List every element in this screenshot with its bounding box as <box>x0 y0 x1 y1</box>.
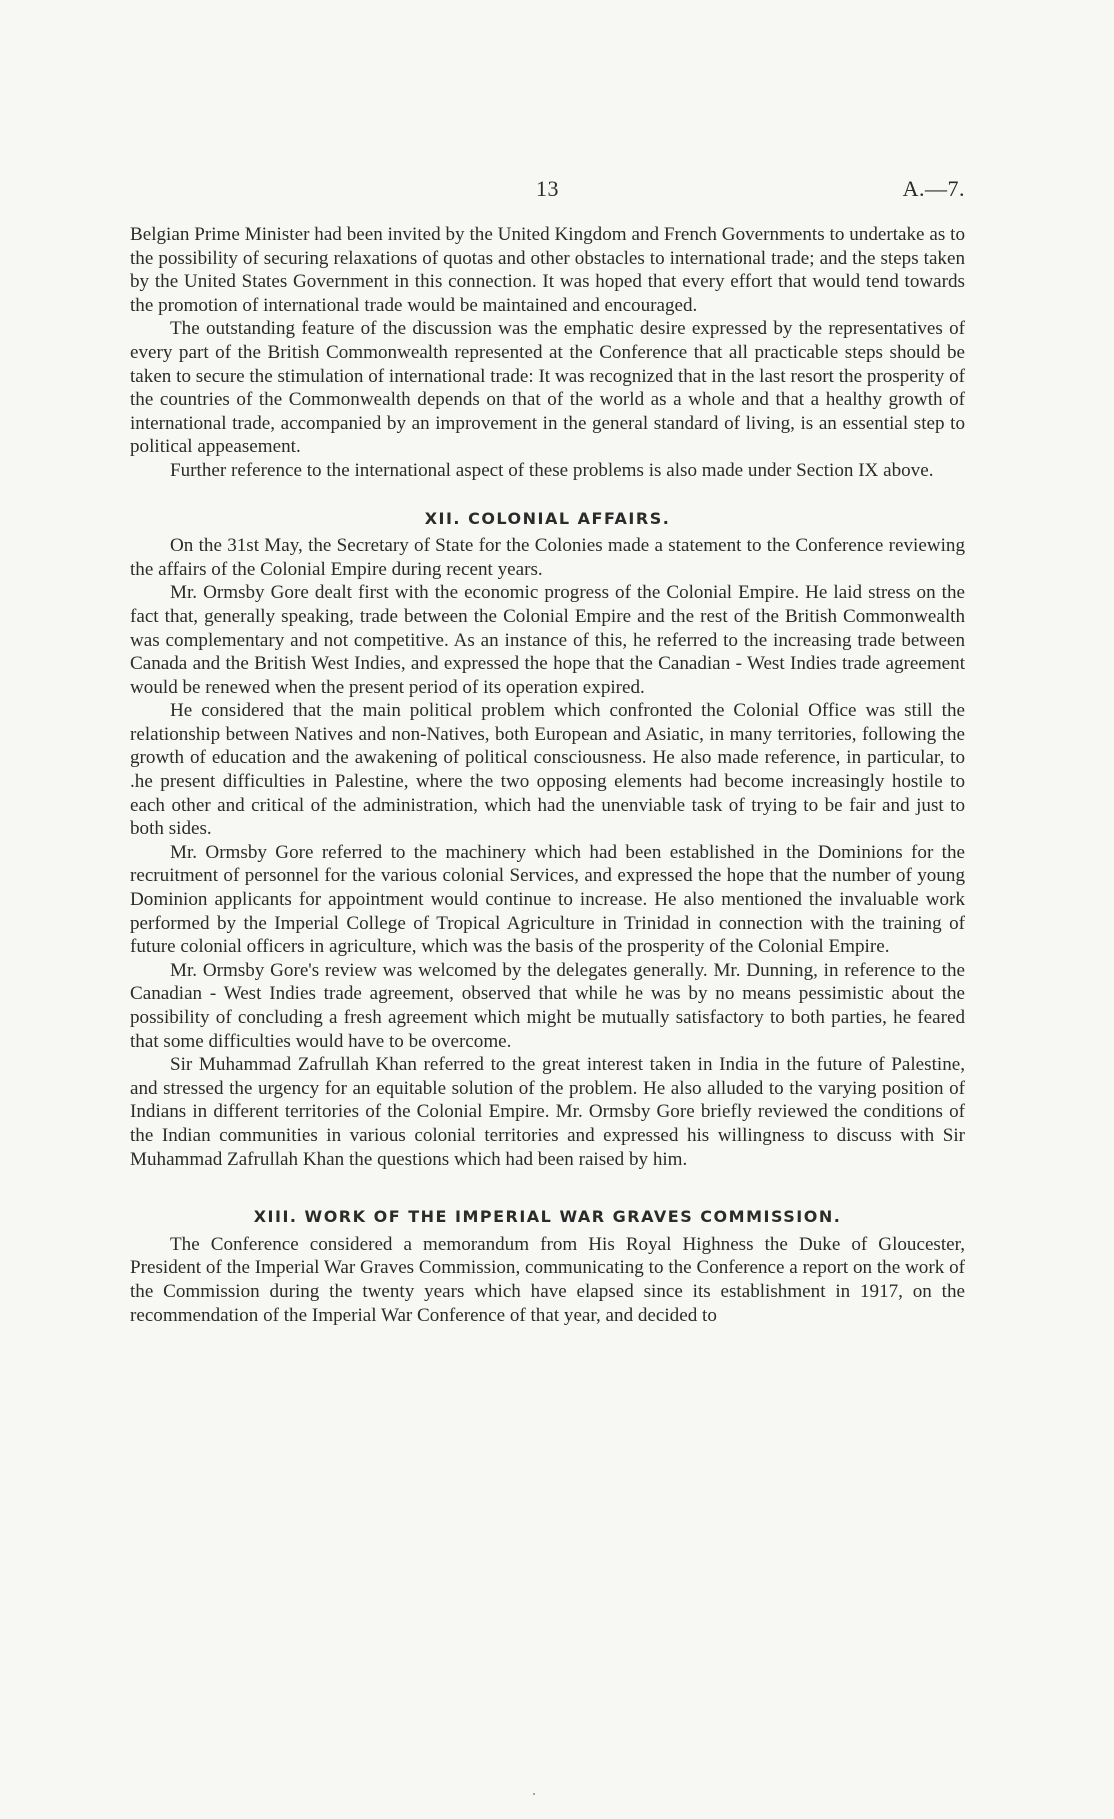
paragraph: The outstanding feature of the discussion was the emphatic desire expressed by the representatives of every part of the British Commonwealth represented at the Conference that all practicable steps should be taken to secure the stimulation of international trade: It was recognized that in the last resort the prosperity of the countries of the Commonwealth depends on that of the world as a whole and that a healthy growth of international trade, accompanied by an improvement in the general standard of living, is an essential step to political appeasement. <box>130 318 965 458</box>
paragraph: Mr. Ormsby Gore dealt first with the economic progress of the Colonial Empire. He laid stress on the fact that, generally speaking, trade between the Colonial Empire and the rest of the British Commonwealth was complementary and not competitive. As an instance of this, he referred to the increasing trade between Canada and the British West Indies, and expressed the hope that the Canadian - West Indies trade agreement would be renewed when the present period of its operation expired. <box>130 582 965 698</box>
document-body <box>130 223 965 1327</box>
section-heading-war-graves-commission: XIII. WORK OF THE IMPERIAL WAR GRAVES COMMISSION. <box>253 1207 842 1227</box>
page-number: 13 <box>536 176 559 201</box>
paragraph: Sir Muhammad Zafrullah Khan referred to the great interest taken in India in the future of Palestine, and stressed the urgency for an equitable solution of the problem. He also alluded to the varying position of Indians in different territories of the Colonial Empire. Mr. Ormsby Gore briefly reviewed the conditions of the Indian communities in various colonial territories and expressed his willingness to discuss with Sir Muhammad Zafrullah Khan the questions which had been raised by him. <box>130 1054 965 1170</box>
paragraph: Further reference to the international aspect of these problems is also made under Section IX above. <box>170 459 934 481</box>
scan-speck <box>533 1793 535 1795</box>
paragraph: On the 31st May, the Secretary of State for the Colonies made a statement to the Conference reviewing the affairs of the Colonial Empire during recent years. <box>130 535 965 580</box>
document-code: A.—7. <box>902 176 965 201</box>
section-heading-colonial-affairs: XII. COLONIAL AFFAIRS. <box>424 508 671 528</box>
paragraph: He considered that the main political problem which confronted the Colonial Office was still the relationship between Natives and non-Natives, both European and Asiatic, in many territories, following the growth of education and the awakening of political consciousness. He also made reference, in particular, to .he present difficulties in Palestine, where the two opposing elements had become increasingly hostile to each other and critical of the administration, which had the unenviable task of trying to be fair and just to both sides. <box>130 700 965 840</box>
paragraph: Mr. Ormsby Gore's review was welcomed by the delegates generally. Mr. Dunning, in reference to the Canadian - West Indies trade agreement, observed that while he was by no means pessimistic about the possibility of concluding a fresh agreement which might be mutually satisfactory to both parties, he feared that some difficulties would have to be overcome. <box>130 959 965 1052</box>
paragraph-continuation: Belgian Prime Minister had been invited by the United Kingdom and French Governments to undertake as to the possibility of securing relaxations of quotas and other obstacles to international trade; and the steps taken by the United States Government in this connection. It was hoped that every effort that would tend towards the promotion of international trade would be maintained and encouraged. <box>130 224 965 316</box>
paragraph: The Conference considered a memorandum from His Royal Highness the Duke of Gloucester, President of the Imperial War Graves Commission, communicating to the Conference a report on the work of the Commission during the twenty years which have elapsed since its establishment in 1917, on the recommendation of the Imperial War Conference of that year, and decided to <box>130 1233 965 1326</box>
paragraph: Mr. Ormsby Gore referred to the machinery which had been established in the Dominions for the recruitment of personnel for the various colonial Services, and expressed the hope that the number of young Dominion applicants for appointment would continue to increase. He also mentioned the invaluable work performed by the Imperial College of Tropical Agriculture in Trinidad in connection with the training of future colonial officers in agriculture, which was the basis of the prosperity of the Colonial Empire. <box>130 841 965 958</box>
page-header <box>130 176 965 206</box>
